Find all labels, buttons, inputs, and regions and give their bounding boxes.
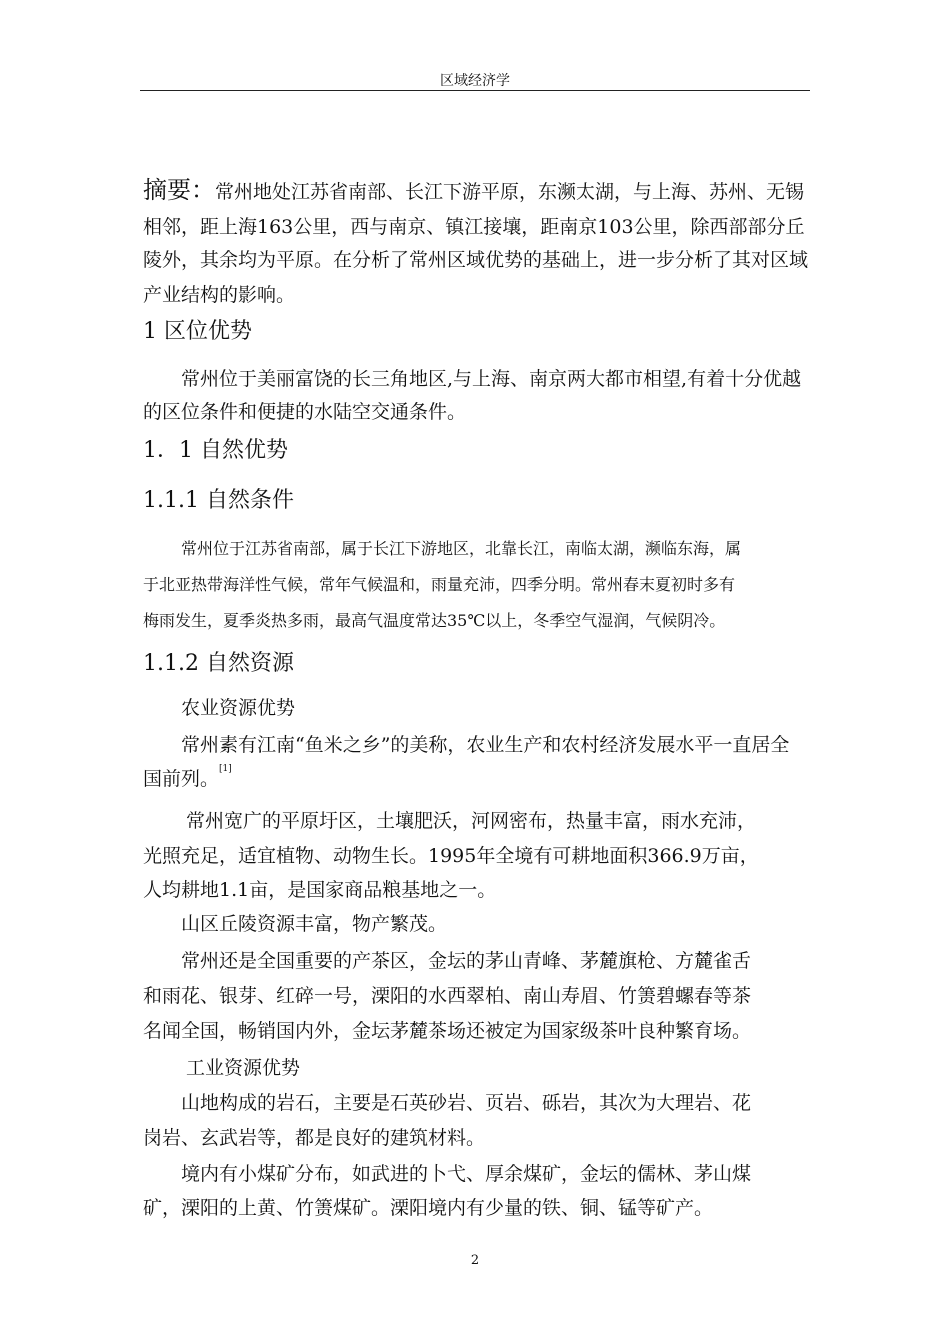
agri-p4-line-2: 和雨花、银芽、红碎一号，溧阳的水西翠柏、南山寿眉、竹箦碧螺春等茶 — [143, 985, 752, 1007]
abstract-line-2: 相邻，距上海163公里，西与南京、镇江接壤，距南京103公里，除西部部分丘 — [143, 216, 805, 238]
industry-p1-line-1: 山地构成的岩石，主要是石英砂岩、页岩、砾岩，其次为大理岩、花 — [181, 1092, 752, 1114]
header-rule — [140, 90, 810, 91]
natural-conditions-line-3: 梅雨发生，夏季炎热多雨，最高气温度常达35℃以上，冬季空气湿润，气候阴冷。 — [143, 611, 726, 630]
natural-conditions-line-1: 常州位于江苏省南部，属于长江下游地区，北靠长江，南临太湖，濒临东海，属 — [181, 539, 742, 558]
natural-conditions-line-2: 于北亚热带海洋性气候，常年气候温和，雨量充沛，四季分明。常州春末夏初时多有 — [143, 575, 736, 594]
agri-p4-line-1: 常州还是全国重要的产茶区，金坛的茅山青峰、茅麓旗枪、方麓雀舌 — [181, 950, 752, 972]
agri-p2-line-2: 光照充足，适宜植物、动物生长。1995年全境有可耕地面积366.9万亩， — [143, 845, 759, 867]
abstract-label: 摘要： — [143, 176, 215, 204]
abstract-line-3: 陵外，其余均为平原。在分析了常州区域优势的基础上，进一步分析了其对区域 — [143, 249, 809, 271]
section-heading-1-1-1: 1.1.1 自然条件 — [143, 488, 294, 513]
running-header: 区域经济学 — [440, 73, 510, 89]
industry-p1-line-2: 岗岩、玄武岩等，都是良好的建筑材料。 — [143, 1127, 486, 1149]
section1-line-1: 常州位于美丽富饶的长三角地区,与上海、南京两大都市相望,有着十分优越 — [181, 368, 802, 390]
agri-p1-text: 国前列。 — [143, 768, 220, 790]
page-number: 2 — [470, 1253, 480, 1268]
agri-p2-line-1: 常州宽广的平原圩区，土壤肥沃，河网密布，热量丰富，雨水充沛， — [186, 810, 757, 832]
industry-label: 工业资源优势 — [186, 1057, 301, 1079]
abstract-line-4: 产业结构的影响。 — [143, 284, 296, 306]
agri-p3: 山区丘陵资源丰富，物产繁茂。 — [181, 913, 448, 935]
abstract-line-1 — [143, 170, 804, 205]
abstract-text: 常州地处江苏省南部、长江下游平原，东濒太湖，与上海、苏州、无锡 — [215, 181, 805, 203]
section1-line-2: 的区位条件和便捷的水陆空交通条件。 — [143, 401, 467, 423]
section-heading-1-1: 1．1 自然优势 — [143, 438, 288, 463]
section-heading-1-1-2: 1.1.2 自然资源 — [143, 651, 294, 676]
agri-p1-line-2 — [143, 764, 232, 791]
section-heading-1: 1 区位优势 — [143, 319, 252, 344]
agri-p4-line-3: 名闻全国，畅销国内外，金坛茅麓茶场还被定为国家级茶叶良种繁育场。 — [143, 1020, 752, 1042]
industry-p2-line-1: 境内有小煤矿分布，如武进的卜弋、厚余煤矿，金坛的儒林、茅山煤 — [181, 1163, 752, 1185]
agri-p2-line-3: 人均耕地1.1亩，是国家商品粮基地之一。 — [143, 879, 497, 901]
agri-label: 农业资源优势 — [181, 697, 296, 719]
industry-p2-line-2: 矿，溧阳的上黄、竹箦煤矿。溧阳境内有少量的铁、铜、锰等矿产。 — [143, 1197, 714, 1219]
agri-p1-line-1: 常州素有江南“鱼米之乡”的美称，农业生产和农村经济发展水平一直居全 — [181, 734, 790, 756]
citation-mark: [1] — [219, 764, 232, 774]
